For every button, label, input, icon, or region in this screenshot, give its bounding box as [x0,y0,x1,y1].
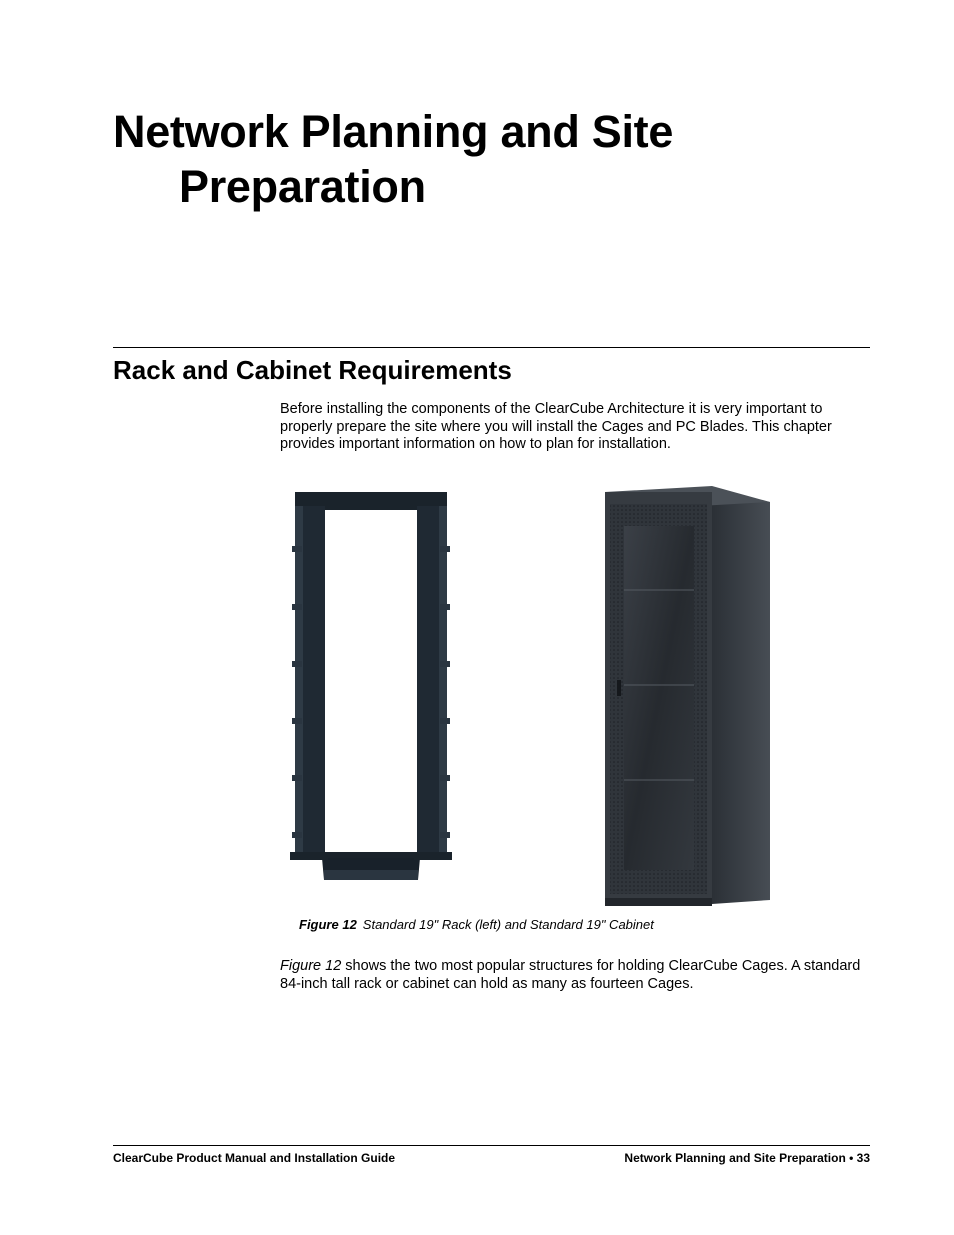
section-heading: Rack and Cabinet Requirements [113,355,512,385]
figure-caption [299,917,654,932]
figure-label: Figure 12 [299,917,357,932]
footer-divider [113,1145,870,1146]
chapter-title-line1: Network Planning and Site [113,106,674,157]
figure-caption-text: Standard 19" Rack (left) and Standard 19" Cabinet [362,917,654,932]
figure-cross-reference[interactable]: Figure 12 [280,958,342,974]
followup-text: shows the two most popular structures for holding ClearCube Cages. A standard 84-inch tall rack or cabinet can hold as many as fourteen Cages. [280,958,861,992]
chapter-title-line2: Preparation [179,161,426,212]
figure-12-illustration [280,480,800,910]
section-divider [113,347,870,348]
intro-paragraph: Before installing the components of the ClearCube Architecture it is very important to properly prepare the site where you will install the Cages and PC Blades. This chapter provides important information on how to plan for installation. [280,401,832,452]
figure-12 [280,480,800,910]
cabinet-image [605,486,770,906]
chapter-title [113,104,673,214]
footer-left: ClearCube Product Manual and Installation Guide [113,1151,396,1165]
rack-image [290,492,452,880]
footer-right: Network Planning and Site Preparation • 33 [624,1151,870,1165]
followup-paragraph [280,958,872,993]
